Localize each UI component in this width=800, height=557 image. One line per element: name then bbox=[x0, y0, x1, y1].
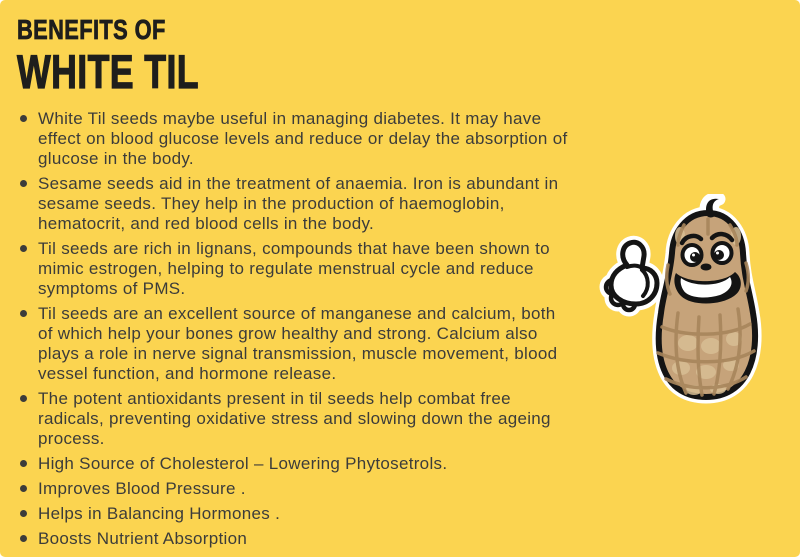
benefit-item-7: Improves Blood Pressure . bbox=[18, 479, 570, 499]
benefit-item-2: Sesame seeds aid in the treatment of anaemia. Iron is abundant in sesame seeds. They help in the production of haemoglobin, hematocrit, and red blood cells in the body. bbox=[18, 174, 570, 234]
benefit-item-1: White Til seeds maybe useful in managing diabetes. It may have effect on blood glucose levels and reduce or delay the absorption of glucose in the body. bbox=[18, 109, 570, 169]
title-block bbox=[0, 0, 800, 98]
nose bbox=[701, 264, 712, 271]
benefit-item-3: Til seeds are rich in lignans, compounds that have been shown to mimic estrogen, helping to regulate menstrual cycle and reduce symptoms of PMS. bbox=[18, 239, 570, 299]
peanut-mascot bbox=[596, 194, 766, 408]
peanut-thumbs-up-icon bbox=[596, 194, 766, 408]
benefit-item-5: The potent antioxidants present in til seeds help combat free radicals, preventing oxidative stress and slowing down the ageing process. bbox=[18, 389, 570, 449]
title-kicker: BENEFITS OF bbox=[17, 14, 166, 45]
benefit-item-8: Helps in Balancing Hormones . bbox=[18, 504, 570, 524]
benefits-list bbox=[0, 109, 570, 549]
page-title: WHITE TIL bbox=[17, 44, 199, 98]
benefit-item-6: High Source of Cholesterol – Lowering Phytosetrols. bbox=[18, 454, 570, 474]
benefit-item-4: Til seeds are an excellent source of manganese and calcium, both of which help your bones grow healthy and strong. Calcium also plays a role in nerve signal transmission, muscle movement, blood vessel function, and hormone release. bbox=[18, 304, 570, 384]
benefit-item-9: Boosts Nutrient Absorption bbox=[18, 529, 570, 549]
